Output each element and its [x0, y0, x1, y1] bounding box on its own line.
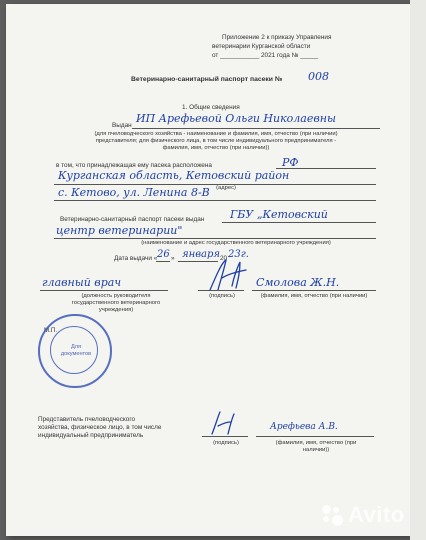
appendix-line-1: Приложение 2 к приказу Управления — [222, 34, 332, 41]
issuer-value-1: ГБУ „Кетовский — [230, 208, 328, 221]
avito-logo-icon — [322, 505, 344, 527]
issued-caption-1: (для пчеловодческого хозяйства - наименование и фамилия, имя, отчество (при наличии) — [94, 131, 338, 137]
representative-label-2: хозяйства, физическое лицо, в том числе — [38, 424, 162, 431]
document-page — [6, 4, 410, 536]
issuer-caption: (наименование и адрес государственного ветеринарного учреждения) — [141, 240, 331, 246]
issuer-label: Ветеринарно-санитарный паспорт пасеки выдан — [60, 216, 205, 223]
date-day-line — [156, 261, 170, 262]
representative-signature-caption: (подпись) — [213, 440, 239, 446]
representative-name-line — [256, 436, 374, 437]
representative-signature-icon — [206, 408, 242, 438]
issued-line — [132, 128, 380, 129]
official-name: Смолова Ж.Н. — [256, 276, 340, 289]
date-mid: » — [171, 255, 175, 262]
date-year: 23г. — [228, 249, 249, 260]
official-position-caption-1: (должность руководителя — [81, 293, 151, 299]
representative-name-caption-2: наличии)) — [302, 447, 330, 453]
issuer-line-2 — [54, 238, 376, 239]
official-position-line — [40, 290, 168, 291]
issuer-value-2: центр ветеринарии" — [56, 224, 183, 237]
representative-signature-line — [202, 436, 248, 437]
official-name-line — [252, 290, 376, 291]
date-year-prefix: 20 — [220, 255, 228, 262]
date-month: января — [182, 249, 221, 260]
representative-label-1: Представитель пчеловодческого — [38, 416, 136, 423]
official-name-caption: (фамилия, имя, отчество (при наличии) — [260, 293, 368, 299]
issuer-line-1 — [222, 222, 376, 223]
representative-name: Арефьева А.В. — [270, 422, 338, 432]
date-label: Дата выдачи « — [114, 255, 158, 262]
location-region: Курганская область, Кетовский район — [58, 169, 290, 182]
page-edge — [410, 0, 426, 540]
official-signature-caption: (подпись) — [209, 293, 235, 299]
stamp-mp-label: М.П. — [44, 327, 58, 334]
location-label: в том, что принадлежащая ему пасека расположена — [56, 162, 212, 169]
location-caption: (адрес) — [216, 185, 236, 191]
appendix-line-2: ветеринарии Курганской области — [212, 43, 311, 50]
location-line-3 — [54, 200, 376, 201]
official-position: главный врач — [42, 276, 122, 289]
official-signature-line — [198, 290, 244, 291]
issued-value: ИП Арефьевой Ольги Николаевны — [136, 112, 336, 125]
location-street: с. Кетово, ул. Ленина 8-В — [58, 186, 210, 199]
avito-watermark: Avito — [348, 502, 405, 527]
location-country: РФ — [282, 156, 299, 169]
passport-number: 008 — [308, 70, 329, 83]
appendix-line-3: от ___________ 2021 года № _____ — [212, 52, 319, 59]
stamp-inner-text: Для документов — [60, 344, 92, 357]
page-title: Ветеринарно-санитарный паспорт пасеки № — [131, 76, 283, 83]
date-day: 26 — [157, 249, 170, 260]
representative-name-caption-1: (фамилия, имя, отчество (при — [275, 440, 357, 446]
round-stamp-icon — [38, 314, 112, 388]
official-position-caption-3: учреждения) — [98, 307, 134, 313]
issued-label: Выдан — [112, 122, 132, 129]
issued-caption-2: представителя; для физического лица, в том числе индивидуального предпринимателя - — [95, 138, 337, 144]
representative-label-3: индивидуальный предприниматель — [38, 432, 144, 439]
section-heading: 1. Общие сведения — [182, 104, 240, 111]
official-position-caption-2: государственного ветеринарного — [71, 300, 161, 306]
issued-caption-3: фамилия, имя, отчество (при наличии)) — [162, 145, 270, 151]
